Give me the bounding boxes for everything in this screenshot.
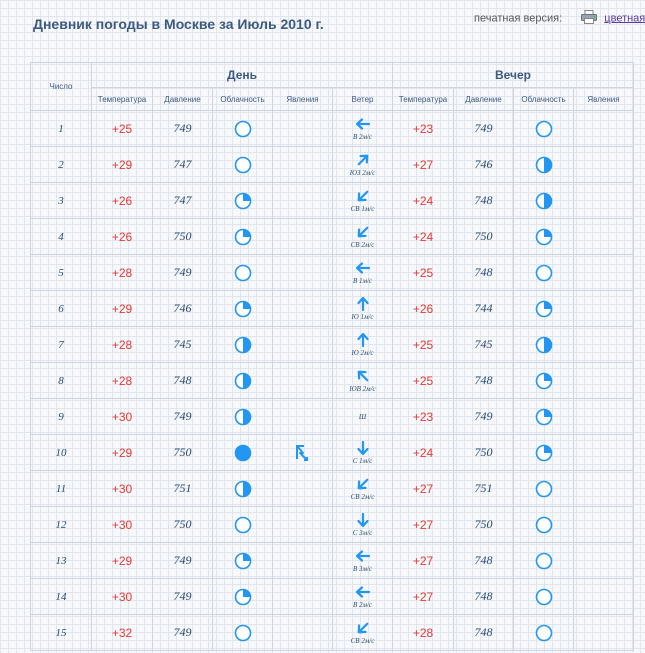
cloud-clear-icon xyxy=(514,120,573,138)
eve-phen-header: Явления xyxy=(574,88,634,111)
evening-temperature: +28 xyxy=(393,615,454,651)
cloud-quarter-icon xyxy=(213,552,272,570)
table-row xyxy=(31,147,634,183)
cloud-clear-icon xyxy=(514,588,573,606)
day-number: 7 xyxy=(31,327,92,363)
evening-phenomena xyxy=(574,291,634,327)
evening-phenomena xyxy=(574,435,634,471)
day-pressure: 747 xyxy=(153,147,213,183)
cloud-quarter-icon xyxy=(514,300,573,318)
day-pressure: 750 xyxy=(153,507,213,543)
evening-temperature: +27 xyxy=(393,147,454,183)
wind-arrow-icon xyxy=(355,620,371,636)
cloud-clear-icon xyxy=(213,516,272,534)
table-row xyxy=(31,435,634,471)
wind-arrow-icon xyxy=(355,188,371,204)
cloud-quarter-icon xyxy=(514,372,573,390)
cloud-clear-icon xyxy=(514,480,573,498)
day-temperature: +29 xyxy=(92,147,153,183)
day-temperature: +30 xyxy=(92,507,153,543)
evening-phenomena xyxy=(574,111,634,147)
day-temperature: +29 xyxy=(92,435,153,471)
cloud-clear-icon xyxy=(213,156,272,174)
evening-pressure: 744 xyxy=(454,291,514,327)
color-version-link[interactable]: цветная xyxy=(604,12,645,25)
cloud-clear-icon xyxy=(514,624,573,642)
table-row xyxy=(31,219,634,255)
day-number: 15 xyxy=(31,615,92,651)
evening-temperature: +23 xyxy=(393,399,454,435)
day-number: 13 xyxy=(31,543,92,579)
cloud-half-icon xyxy=(514,156,573,174)
cloud-clear-icon xyxy=(514,264,573,282)
evening-phenomena xyxy=(574,147,634,183)
day-pressure: 750 xyxy=(153,435,213,471)
day-pressure: 749 xyxy=(153,543,213,579)
table-row xyxy=(31,399,634,435)
wind-label: СВ 1м/с xyxy=(350,205,375,213)
day-temperature: +29 xyxy=(92,543,153,579)
table-row xyxy=(31,291,634,327)
table-row xyxy=(31,615,634,651)
cloud-quarter-icon xyxy=(213,192,272,210)
day-number: 10 xyxy=(31,435,92,471)
table-row xyxy=(31,543,634,579)
table-row xyxy=(31,111,634,147)
evening-pressure: 748 xyxy=(454,543,514,579)
evening-phenomena xyxy=(574,543,634,579)
page-title: Дневник погоды в Москве за Июль 2010 г. xyxy=(33,16,324,32)
table-row xyxy=(31,579,634,615)
wind-label: В 2м/с xyxy=(352,601,373,609)
cloud-quarter-icon xyxy=(213,300,272,318)
wind-arrow-icon xyxy=(355,368,371,384)
day-pressure: 746 xyxy=(153,291,213,327)
day-phen-header: Явления xyxy=(273,88,333,111)
day-cloud-header: Облачность xyxy=(213,88,273,111)
evening-phenomena xyxy=(574,615,634,651)
group-day-header: День xyxy=(92,63,393,88)
wind-label: Ю 1м/с xyxy=(351,313,374,321)
day-temperature: +26 xyxy=(92,183,153,219)
cloud-quarter-icon xyxy=(213,228,272,246)
cloud-clear-icon xyxy=(213,120,272,138)
evening-phenomena xyxy=(574,579,634,615)
cloud-clear-icon xyxy=(514,552,573,570)
wind-arrow-icon xyxy=(355,512,371,528)
wind-arrow-icon xyxy=(355,440,371,456)
day-temp-header: Температура xyxy=(92,88,153,111)
day-pressure: 749 xyxy=(153,615,213,651)
wind-label: Ю 2м/с xyxy=(351,349,374,357)
day-temperature: +32 xyxy=(92,615,153,651)
thunderstorm-icon xyxy=(273,444,332,462)
day-temperature: +28 xyxy=(92,363,153,399)
evening-temperature: +26 xyxy=(393,291,454,327)
evening-temperature: +27 xyxy=(393,471,454,507)
print-version xyxy=(474,10,645,27)
cloud-quarter-icon xyxy=(514,444,573,462)
evening-phenomena xyxy=(574,363,634,399)
day-number: 3 xyxy=(31,183,92,219)
evening-temperature: +25 xyxy=(393,255,454,291)
cloud-clear-icon xyxy=(213,264,272,282)
day-temperature: +30 xyxy=(92,471,153,507)
cloud-quarter-icon xyxy=(213,588,272,606)
wind-label: Ш xyxy=(358,413,367,421)
wind-label: В 3м/с xyxy=(352,565,373,573)
cloud-half-icon xyxy=(213,480,272,498)
day-number: 6 xyxy=(31,291,92,327)
day-number: 4 xyxy=(31,219,92,255)
wind-label: СВ 2м/с xyxy=(350,493,375,501)
wind-arrow-icon xyxy=(355,116,371,132)
wind-arrow-icon xyxy=(355,296,371,312)
evening-phenomena xyxy=(574,507,634,543)
day-temperature: +30 xyxy=(92,579,153,615)
wind-label: ЮВ 2м/с xyxy=(349,385,376,393)
day-number: 12 xyxy=(31,507,92,543)
evening-pressure: 748 xyxy=(454,255,514,291)
evening-pressure: 748 xyxy=(454,183,514,219)
evening-pressure: 749 xyxy=(454,111,514,147)
cloud-half-icon xyxy=(514,336,573,354)
evening-phenomena xyxy=(574,327,634,363)
day-pressure: 749 xyxy=(153,255,213,291)
day-wind-header: Ветер xyxy=(333,88,393,111)
cloud-half-icon xyxy=(514,192,573,210)
wind-arrow-icon xyxy=(355,224,371,240)
day-temperature: +30 xyxy=(92,399,153,435)
table-row xyxy=(31,507,634,543)
evening-temperature: +24 xyxy=(393,435,454,471)
cloud-full-icon xyxy=(213,444,272,462)
evening-temperature: +23 xyxy=(393,111,454,147)
wind-arrow-icon xyxy=(355,152,371,168)
wind-arrow-icon xyxy=(355,260,371,276)
cloud-clear-icon xyxy=(514,516,573,534)
day-pressure: 750 xyxy=(153,219,213,255)
day-pressure: 749 xyxy=(153,579,213,615)
table-row xyxy=(31,183,634,219)
wind-arrow-icon xyxy=(355,584,371,600)
day-temperature: +29 xyxy=(92,291,153,327)
table-row xyxy=(31,363,634,399)
cloud-half-icon xyxy=(213,336,272,354)
evening-temperature: +27 xyxy=(393,507,454,543)
evening-pressure: 750 xyxy=(454,435,514,471)
evening-phenomena xyxy=(574,219,634,255)
day-pressure: 747 xyxy=(153,183,213,219)
wind-label: В 2м/с xyxy=(352,133,373,141)
day-number: 11 xyxy=(31,471,92,507)
evening-temperature: +24 xyxy=(393,219,454,255)
evening-pressure: 750 xyxy=(454,507,514,543)
eve-cloud-header: Облачность xyxy=(514,88,574,111)
wind-arrow-icon xyxy=(355,476,371,492)
day-temperature: +25 xyxy=(92,111,153,147)
evening-phenomena xyxy=(574,471,634,507)
cloud-half-icon xyxy=(213,408,272,426)
day-number: 5 xyxy=(31,255,92,291)
wind-label: ЮЗ 2м/с xyxy=(349,169,376,177)
day-number: 9 xyxy=(31,399,92,435)
day-number: 8 xyxy=(31,363,92,399)
evening-pressure: 748 xyxy=(454,363,514,399)
day-temperature: +28 xyxy=(92,327,153,363)
day-number: 2 xyxy=(31,147,92,183)
wind-label: С 1м/с xyxy=(352,457,373,465)
cloud-quarter-icon xyxy=(514,228,573,246)
group-evening-header: Вечер xyxy=(393,63,634,88)
day-temperature: +26 xyxy=(92,219,153,255)
evening-temperature: +25 xyxy=(393,327,454,363)
weather-table xyxy=(30,62,634,651)
evening-temperature: +27 xyxy=(393,543,454,579)
wind-label: С 3м/с xyxy=(352,529,373,537)
evening-pressure: 750 xyxy=(454,219,514,255)
evening-pressure: 751 xyxy=(454,471,514,507)
print-label: печатная версия: xyxy=(474,12,563,25)
evening-phenomena xyxy=(574,183,634,219)
printer-icon[interactable] xyxy=(581,10,597,27)
wind-label: В 1м/с xyxy=(352,277,373,285)
day-pressure: 749 xyxy=(153,111,213,147)
evening-pressure: 749 xyxy=(454,399,514,435)
evening-phenomena xyxy=(574,399,634,435)
table-row xyxy=(31,327,634,363)
wind-label: СВ 2м/с xyxy=(350,637,375,645)
day-temperature: +28 xyxy=(92,255,153,291)
cloud-clear-icon xyxy=(213,624,272,642)
day-pressure: 751 xyxy=(153,471,213,507)
evening-temperature: +24 xyxy=(393,183,454,219)
evening-pressure: 745 xyxy=(454,327,514,363)
evening-pressure: 746 xyxy=(454,147,514,183)
evening-pressure: 748 xyxy=(454,615,514,651)
eve-press-header: Давление xyxy=(454,88,514,111)
wind-label: СВ 2м/с xyxy=(350,241,375,249)
wind-arrow-icon xyxy=(355,548,371,564)
eve-temp-header: Температура xyxy=(393,88,454,111)
evening-pressure: 748 xyxy=(454,579,514,615)
day-number: 14 xyxy=(31,579,92,615)
day-number: 1 xyxy=(31,111,92,147)
day-press-header: Давление xyxy=(153,88,213,111)
cloud-half-icon xyxy=(213,372,272,390)
cloud-quarter-icon xyxy=(514,408,573,426)
table-body xyxy=(31,111,634,651)
day-pressure: 745 xyxy=(153,327,213,363)
table-row xyxy=(31,471,634,507)
day-pressure: 748 xyxy=(153,363,213,399)
col-number-header: Число xyxy=(31,63,92,111)
day-pressure: 749 xyxy=(153,399,213,435)
evening-phenomena xyxy=(574,255,634,291)
wind-arrow-icon xyxy=(355,332,371,348)
evening-temperature: +25 xyxy=(393,363,454,399)
table-row xyxy=(31,255,634,291)
evening-temperature: +27 xyxy=(393,579,454,615)
